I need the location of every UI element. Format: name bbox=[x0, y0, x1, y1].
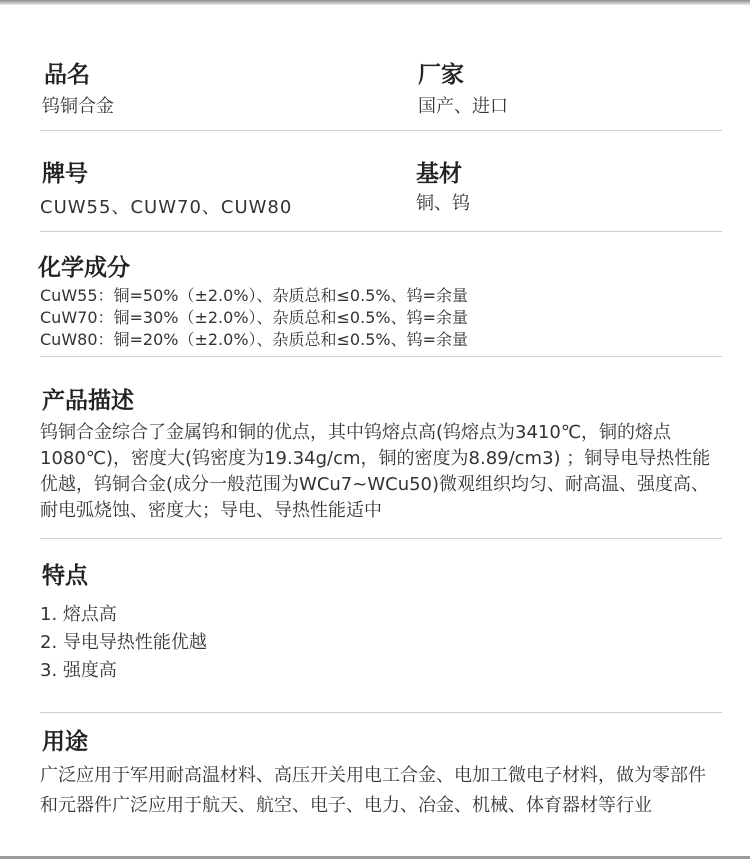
composition-line: CuW55：铜=50%（±2.0%）、杂质总和≤0.5%、钨=余量 bbox=[40, 286, 468, 305]
description-heading: 产品描述 bbox=[42, 388, 134, 414]
feature-item: 2. 导电导热性能优越 bbox=[40, 632, 207, 653]
grade-heading: 牌号 bbox=[42, 161, 88, 187]
usage-heading: 用途 bbox=[42, 729, 88, 755]
manufacturer-value: 国产、进口 bbox=[418, 96, 508, 117]
feature-item: 1. 熔点高 bbox=[40, 604, 117, 625]
composition-line: CuW80：铜=20%（±2.0%）、杂质总和≤0.5%、钨=余量 bbox=[40, 330, 468, 349]
divider bbox=[40, 356, 722, 357]
usage-text: 广泛应用于军用耐高温材料、高压开关用电工合金、电加工微电子材料，做为零部件和元器件广泛应用于航天、航空、电子、电力、冶金、机械、体育器材等行业 bbox=[40, 765, 706, 816]
base-material-heading: 基材 bbox=[416, 161, 462, 187]
composition-list bbox=[40, 285, 720, 351]
divider bbox=[40, 712, 722, 713]
product-name-value: 钨铜合金 bbox=[42, 96, 114, 117]
top-edge-bar bbox=[0, 0, 750, 5]
features-heading: 特点 bbox=[42, 563, 88, 589]
manufacturer-heading: 厂家 bbox=[418, 62, 464, 88]
features-list bbox=[40, 601, 207, 685]
feature-item: 3. 强度高 bbox=[40, 660, 117, 681]
product-name-heading: 品名 bbox=[44, 62, 90, 88]
description-text: 钨铜合金综合了金属钨和铜的优点，其中钨熔点高(钨熔点为3410℃，铜的熔点1080℃)，密度大(钨密度为19.34g/cm，铜的密度为8.89/cm3) ；铜导电导热性能优越，钨铜合金(成分一般范围为WCu7~WCu50)微观组织均匀、耐高温、强度高、耐电弧烧蚀、密度大；导电、导热性能适中 bbox=[40, 422, 711, 521]
divider bbox=[40, 538, 722, 539]
grade-value: CUW55、CUW70、CUW80 bbox=[40, 197, 293, 218]
composition-heading: 化学成分 bbox=[38, 255, 130, 281]
divider bbox=[40, 130, 722, 131]
divider bbox=[40, 231, 722, 232]
composition-line: CuW70：铜=30%（±2.0%）、杂质总和≤0.5%、钨=余量 bbox=[40, 308, 468, 327]
base-material-value: 铜、钨 bbox=[416, 193, 470, 214]
